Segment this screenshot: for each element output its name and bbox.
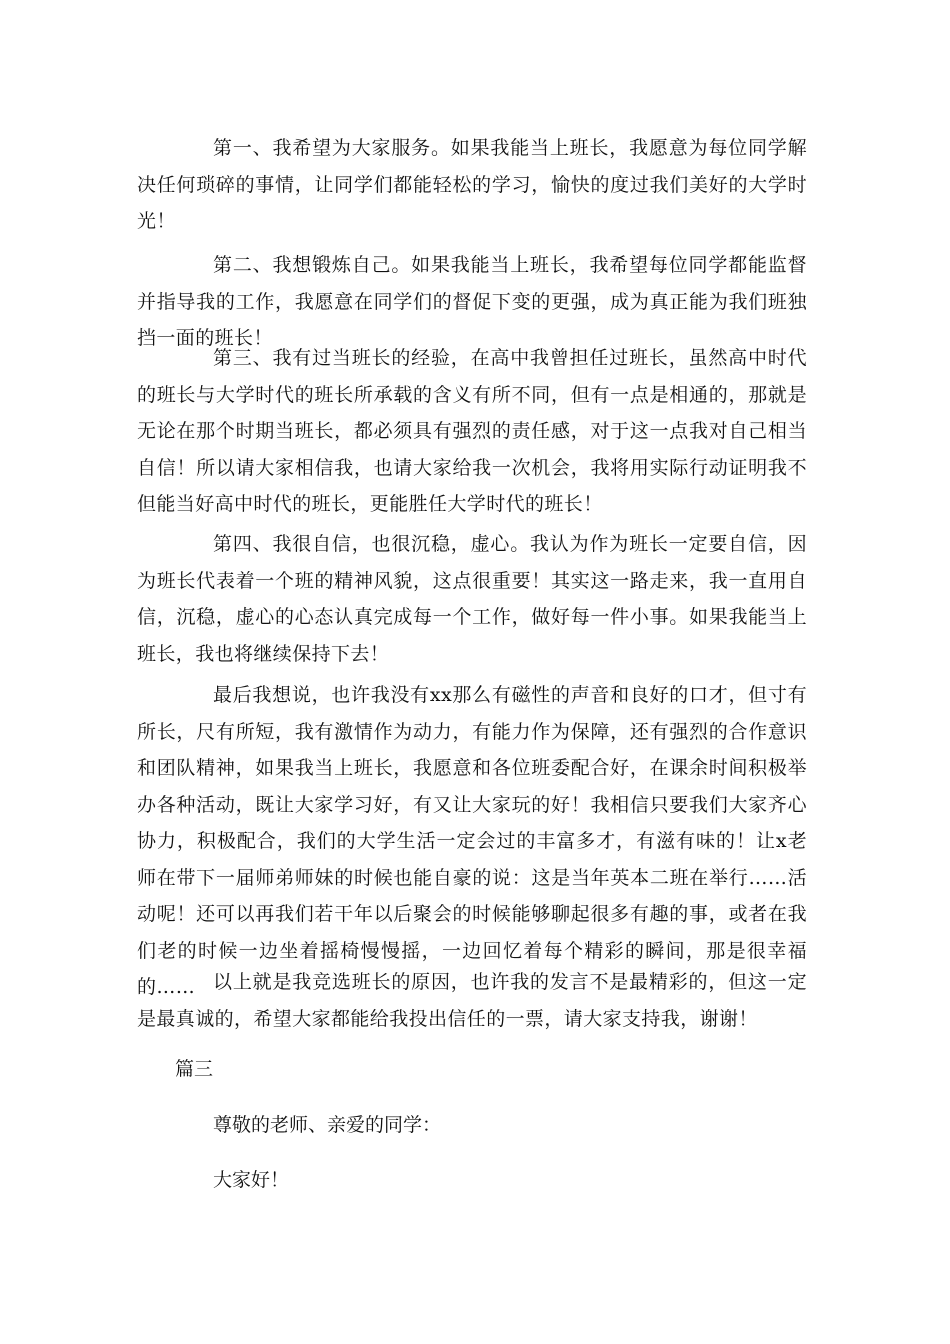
paragraph-third: 第三、我有过当班长的经验，在高中我曾担任过班长，虽然高中时代的班长与大学时代的班长所承载的含义有所不同，但有一点是相通的，那就是无论在那个时期当班长，都必须具有强烈的责任感，对于这一点我对自己相当自信！所以请大家相信我，也请大家给我一次机会，我将用实际行动证明我不但能当好高中时代的班长，更能胜任大学时代的班长！	[137, 347, 807, 515]
paragraph-first: 第一、我希望为大家服务。如果我能当上班长，我愿意为每位同学解决任何琐碎的事情，让同学们都能轻松的学习，愉快的度过我们美好的大学时光！	[137, 137, 807, 232]
section-heading: 篇三	[175, 1058, 214, 1080]
paragraph-conclusion: 以上就是我竞选班长的原因，也许我的发言不是最精彩的，但这一定是最真诚的，希望大家都能给我投出信任的一票，请大家支持我，谢谢！	[137, 971, 807, 1030]
salutation: 尊敬的老师、亲爱的同学：	[213, 1114, 442, 1136]
paragraph-fourth: 第四、我很自信，也很沉稳，虚心。我认为作为班长一定要自信，因为班长代表着一个班的精神风貌，这点很重要！其实这一路走来，我一直用自信，沉稳，虚心的心态认真完成每一个工作，做好每一件小事。如果我能当上班长，我也将继续保持下去！	[137, 533, 807, 665]
paragraph-final: 最后我想说，也许我没有xx那么有磁性的声音和良好的口才，但寸有所长，尺有所短，我有激情作为动力，有能力作为保障，还有强烈的合作意识和团队精神，如果我当上班长，我愿意和各位班委配合好，在课余时间积极举办各种活动，既让大家学习好，有又让大家玩的好！我相信只要我们大家齐心协力，积极配合，我们的大学生活一定会过的丰富多才，有滋有味的！让x老师在带下一届师弟师妹的时候也能自豪的说：这是当年英本二班在举行……活动呢！还可以再我们若干年以后聚会的时候能够聊起很多有趣的事，或者在我们老的时候一边坐着摇椅慢慢摇，一边回忆着每个精彩的瞬间，那是很幸福的……	[137, 684, 807, 998]
greeting: 大家好！	[213, 1169, 290, 1191]
paragraph-second: 第二、我想锻炼自己。如果我能当上班长，我希望每位同学都能监督并指导我的工作，我愿意在同学们的督促下变的更强，成为真正能为我们班独挡一面的班长！	[137, 254, 807, 349]
